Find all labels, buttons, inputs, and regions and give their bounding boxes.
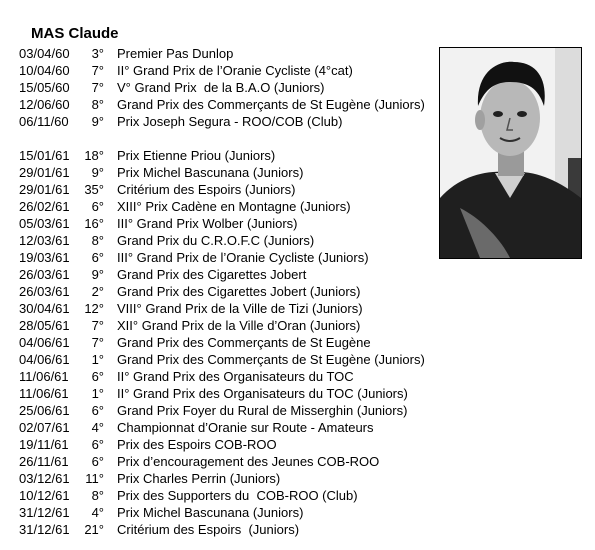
result-place: 6° (91, 199, 104, 214)
result-race-name: Prix des Espoirs COB-ROO (117, 437, 277, 452)
result-race-name: Championnat d’Oranie sur Route - Amateurs (117, 420, 374, 435)
result-place: 4° (91, 505, 104, 520)
result-race-name: Prix Etienne Priou (Juniors) (117, 148, 276, 163)
result-race-name: XIII° Prix Cadène en Montagne (Juniors) (117, 199, 351, 214)
result-row (0, 334, 595, 351)
result-date: 11/06/61 (19, 386, 69, 401)
result-race-name: Prix d’encouragement des Jeunes COB-ROO (117, 454, 380, 469)
result-place: 1° (91, 352, 104, 367)
result-place: 7° (91, 318, 104, 333)
result-date: 29/01/61 (19, 182, 70, 197)
result-race-name: III° Grand Prix de l’Oranie Cycliste (Juniors) (117, 250, 369, 265)
result-row (0, 351, 595, 368)
result-date: 19/03/61 (19, 250, 70, 265)
result-race-name: Prix Michel Bascunana (Juniors) (117, 505, 304, 520)
result-date: 10/04/60 (19, 63, 70, 78)
result-race-name: Prix Charles Perrin (Juniors) (117, 471, 281, 486)
result-race-name: Grand Prix Foyer du Rural de Misserghin (Juniors) (117, 403, 408, 418)
result-row (0, 402, 595, 419)
result-place: 7° (91, 80, 104, 95)
result-date: 03/12/61 (19, 471, 70, 486)
result-date: 12/03/61 (19, 233, 70, 248)
result-place: 35° (84, 182, 104, 197)
result-place: 8° (91, 97, 104, 112)
result-date: 30/04/61 (19, 301, 70, 316)
rider-portrait-photo (439, 47, 582, 259)
result-date: 25/06/61 (19, 403, 70, 418)
result-date: 04/06/61 (19, 352, 70, 367)
result-row (0, 317, 595, 334)
result-row (0, 453, 595, 470)
result-place: 6° (91, 403, 104, 418)
result-place: 9° (91, 114, 104, 129)
result-race-name: III° Grand Prix Wolber (Juniors) (117, 216, 298, 231)
result-date: 26/03/61 (19, 284, 70, 299)
result-row (0, 300, 595, 317)
result-place: 9° (91, 267, 104, 282)
result-place: 1° (91, 386, 104, 401)
result-date: 15/05/60 (19, 80, 70, 95)
result-date: 29/01/61 (19, 165, 70, 180)
result-place: 6° (91, 250, 104, 265)
result-date: 26/11/61 (19, 454, 69, 469)
result-race-name: II° Grand Prix des Organisateurs du TOC (Juniors) (117, 386, 408, 401)
result-race-name: Grand Prix des Cigarettes Jobert (117, 267, 307, 282)
result-race-name: II° Grand Prix des Organisateurs du TOC (117, 369, 354, 384)
result-row (0, 385, 595, 402)
result-date: 10/12/61 (19, 488, 70, 503)
result-place: 8° (91, 488, 104, 503)
result-date: 26/02/61 (19, 199, 70, 214)
result-place: 18° (84, 148, 104, 163)
result-row (0, 368, 595, 385)
result-row (0, 487, 595, 504)
result-date: 11/06/61 (19, 369, 69, 384)
result-date: 19/11/61 (19, 437, 69, 452)
result-date: 31/12/61 (19, 505, 70, 520)
result-race-name: Grand Prix des Commerçants de St Eugène (117, 335, 371, 350)
result-place: 7° (91, 335, 104, 350)
result-date: 26/03/61 (19, 267, 70, 282)
result-race-name: Critérium des Espoirs (Juniors) (117, 182, 296, 197)
result-place: 3° (91, 46, 104, 61)
result-race-name: II° Grand Prix de l’Oranie Cycliste (4°cat) (117, 63, 353, 78)
result-date: 31/12/61 (19, 522, 70, 537)
result-place: 2° (91, 284, 104, 299)
result-row (0, 419, 595, 436)
result-race-name: Grand Prix des Cigarettes Jobert (Juniors) (117, 284, 361, 299)
result-place: 9° (91, 165, 104, 180)
result-date: 05/03/61 (19, 216, 70, 231)
result-row (0, 266, 595, 283)
result-row (0, 504, 595, 521)
result-place: 12° (84, 301, 104, 316)
result-race-name: Prix des Supporters du COB-ROO (Club) (117, 488, 358, 503)
result-place: 8° (91, 233, 104, 248)
result-date: 28/05/61 (19, 318, 70, 333)
result-place: 21° (84, 522, 104, 537)
result-place: 16° (84, 216, 104, 231)
result-date: 03/04/60 (19, 46, 70, 61)
result-date: 02/07/61 (19, 420, 70, 435)
result-race-name: Grand Prix des Commerçants de St Eugène (Juniors) (117, 352, 425, 367)
result-place: 4° (91, 420, 104, 435)
result-date: 15/01/61 (19, 148, 70, 163)
result-row (0, 436, 595, 453)
result-date: 04/06/61 (19, 335, 70, 350)
result-place: 6° (91, 454, 104, 469)
result-place: 6° (91, 369, 104, 384)
result-race-name: VIII° Grand Prix de la Ville de Tizi (Juniors) (117, 301, 363, 316)
result-place: 11° (85, 471, 104, 486)
result-race-name: XII° Grand Prix de la Ville d’Oran (Juniors) (117, 318, 361, 333)
result-place: 7° (91, 63, 104, 78)
rider-name: MAS Claude (31, 25, 119, 42)
result-row (0, 470, 595, 487)
result-row (0, 283, 595, 300)
result-race-name: Premier Pas Dunlop (117, 46, 234, 61)
result-race-name: Prix Michel Bascunana (Juniors) (117, 165, 304, 180)
result-race-name: Grand Prix du C.R.O.F.C (Juniors) (117, 233, 315, 248)
result-date: 06/11/60 (19, 114, 69, 129)
result-row (0, 521, 595, 538)
result-race-name: Prix Joseph Segura - ROO/COB (Club) (117, 114, 343, 129)
result-place: 6° (91, 437, 104, 452)
result-race-name: Grand Prix des Commerçants de St Eugène (Juniors) (117, 97, 425, 112)
result-race-name: V° Grand Prix de la B.A.O (Juniors) (117, 80, 325, 95)
result-date: 12/06/60 (19, 97, 70, 112)
result-race-name: Critérium des Espoirs (Juniors) (117, 522, 300, 537)
